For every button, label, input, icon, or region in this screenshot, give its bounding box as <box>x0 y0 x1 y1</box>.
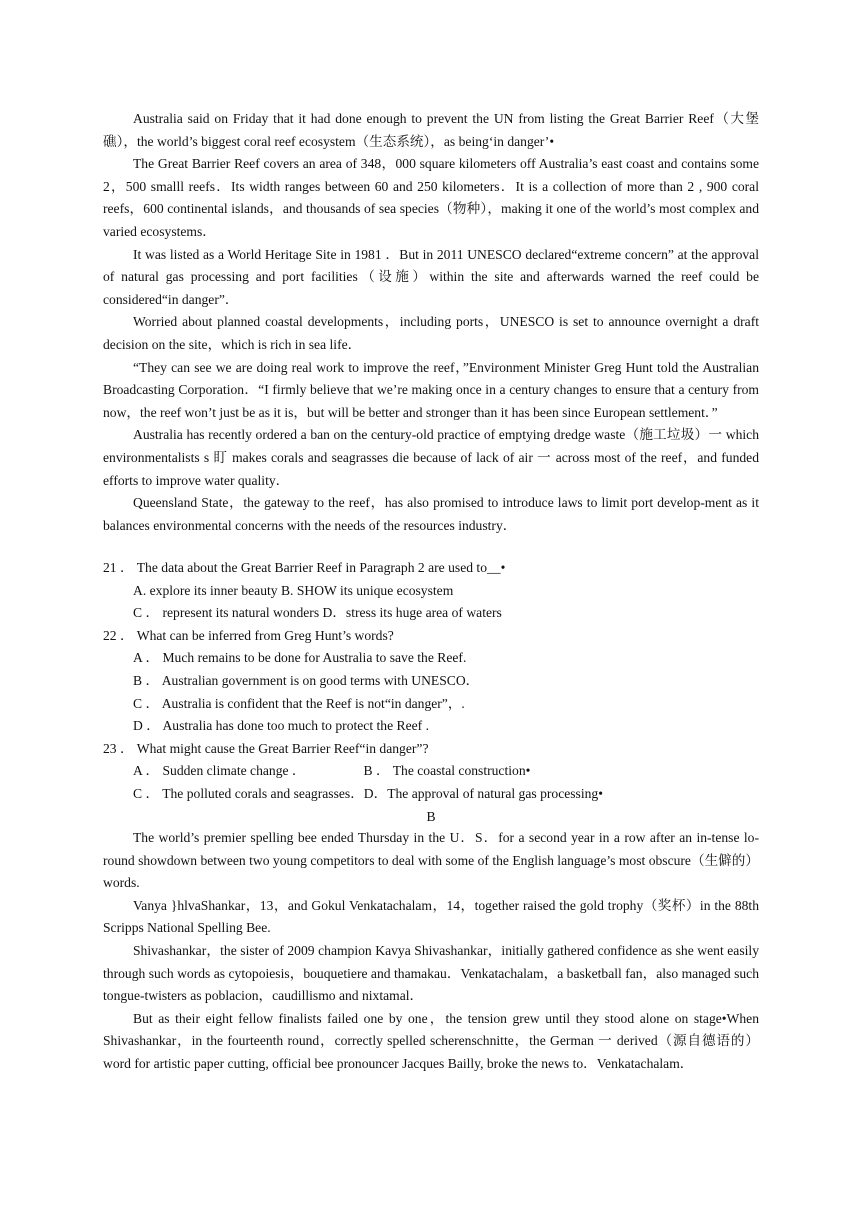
question-22 <box>103 625 759 738</box>
question-stem: 23 ． What might cause the Great Barrier Reef“in danger”? <box>103 740 429 756</box>
option-a: A ． Much remains to be done for Australia to save the Reef. <box>133 650 467 666</box>
paragraph: Shivashankar，the sister of 2009 champion Kavya Shivashankar，initially gathered confidence as she went easily through such words as cytopoiesis，bouquetiere and thamakau．Venkatachalam，a basketball fan，also managed such tongue-twisters as poblacion，caudillismo and nixtamal． <box>103 942 759 1004</box>
paragraph: Queensland State，the gateway to the reef，has also promised to introduce laws to limit port develop-ment as it balances environmental concerns with the needs of the resources industry． <box>103 495 759 533</box>
option-b: B ． The coastal construction• <box>363 763 531 779</box>
passage-b <box>103 827 759 1076</box>
passage-a <box>103 108 759 537</box>
paragraph: Australia said on Friday that it had done enough to prevent the UN from listing the Great Barrier Reef（大堡礁），the world’s biggest coral reef ecosystem（生态系统），as being‘in danger’• <box>103 111 759 149</box>
option-line: A. explore its inner beauty B. SHOW its unique ecosystem <box>133 582 454 598</box>
section-heading: B <box>426 808 436 824</box>
questions <box>103 557 759 828</box>
paragraph: It was listed as a World Heritage Site in 1981 ．But in 2011 UNESCO declared“extreme concern” at the approval of natural gas processing and port facilities（设施）within the site and afterwards warned the reef could be considered“in danger”． <box>103 246 759 307</box>
option-c: C ． Australia is confident that the Reef is not“in danger”，. <box>133 695 465 711</box>
paragraph: Australia has recently ordered a ban on the century-old practice of emptying dredge waste（施工垃圾）一 which environmentalists s 盯 makes corals and seagrasses die because of lack of air 一 across most of the reef，and funded efforts to improve water quality． <box>103 427 759 488</box>
option-line: C ． represent its natural wonders D．stress its huge area of waters <box>133 605 502 621</box>
question-23 <box>103 738 759 806</box>
option-line: C ． The polluted corals and seagrasses．D．The approval of natural gas processing• <box>133 785 603 801</box>
question-stem: 21 ． The data about the Great Barrier Reef in Paragraph 2 are used to__• <box>103 560 506 575</box>
paragraph: But as their eight fellow finalists failed one by one，the tension grew until they stood alone on stage•When Shivashankar，in the fourteenth round，correctly spelled scherenschnitte，the German 一 derived（源自德语的）word for artistic paper cutting, official bee pronouncer Jacques Bailly, broke the news to．Venkatachalam． <box>103 1010 759 1071</box>
option-d: D ． Australia has done too much to protect the Reef . <box>133 718 429 734</box>
question-stem: 22 ． What can be inferred from Greg Hunt’s words? <box>103 627 394 643</box>
question-21 <box>103 557 759 625</box>
paragraph: Worried about planned coastal developments，including ports，UNESCO is set to announce overnight a draft decision on the site，which is rich in sea life． <box>103 314 759 352</box>
paragraph: The Great Barrier Reef covers an area of 348，000 square kilometers off Australia’s east coast and contains some 2，500 smalll reefs．Its width ranges between 60 and 250 kilometers．It is a collection of more than 2 , 900 coral reefs，600 continental islands，and thousands of sea species（物种），making it one of the world’s most complex and varied ecosystems． <box>103 156 759 239</box>
paragraph: Vanya }hlvaShankar，13，and Gokul Venkatachalam，14，together raised the gold trophy（奖杯）in the 88th Scripps National Spelling Bee. <box>103 897 759 936</box>
option-line <box>103 760 759 783</box>
paragraph: “They can see we are doing real work to improve the reef，”Environment Minister Greg Hunt told the Australian Broadcasting Corporation．“I firmly believe that we’re making once in a century changes to ensure that a century from now，the reef won’t just be as it is，but will be better and stronger than it has been since European settlement．” <box>103 359 759 420</box>
option-a: A ． Sudden climate change ． <box>133 763 306 779</box>
paragraph: The world’s premier spelling bee ended Thursday in the U．S．for a second year in a row after an in-tense lo-round showdown between two young competitors to deal with some of the English language’s most obscure（生僻的）words. <box>103 830 759 891</box>
option-b: B ． Australian government is on good terms with UNESCO． <box>133 672 480 688</box>
